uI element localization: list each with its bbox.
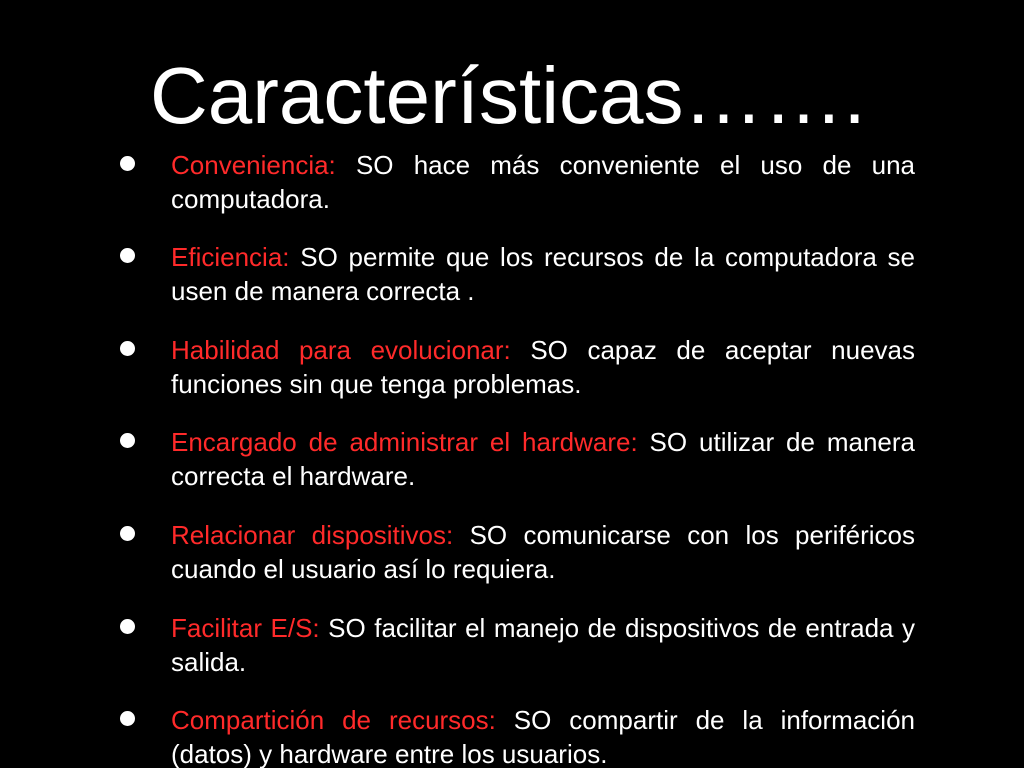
bullet-dot-icon xyxy=(120,433,135,448)
bullet-term: Facilitar E/S: xyxy=(171,613,320,643)
bullet-description: SO facilitar el manejo de dispositivos de entrada y salida. xyxy=(171,613,916,677)
bullet-description: SO comunicarse con los periféricos cuando el usuario así lo requiera. xyxy=(171,520,915,584)
bullet-text xyxy=(171,703,915,768)
bullet-dot-icon xyxy=(120,248,135,263)
bullet-term: Habilidad para evolucionar: xyxy=(171,335,511,365)
bullet-term: Compartición de recursos: xyxy=(171,705,496,735)
bullet-dot-icon xyxy=(120,341,135,356)
bullet-text xyxy=(171,240,915,308)
bullet-description: SO compartir de la información (datos) y hardware entre los usuarios. xyxy=(171,705,915,768)
bullet-term: Eficiencia: xyxy=(171,242,290,272)
slide-title: Características……. xyxy=(150,51,866,140)
bullet-term: Relacionar dispositivos: xyxy=(171,520,454,550)
bullet-text xyxy=(171,148,915,216)
bullet-description: SO hace más conveniente el uso de una computadora. xyxy=(171,150,915,214)
bullet-description: SO utilizar de manera correcta el hardware. xyxy=(171,427,915,491)
bullet-text xyxy=(171,518,915,586)
bullet-dot-icon xyxy=(120,526,135,541)
bullet-text xyxy=(171,425,915,493)
bullet-dot-icon xyxy=(120,711,135,726)
bullet-term: Conveniencia: xyxy=(171,150,336,180)
bullet-description: SO permite que los recursos de la computadora se usen de manera correcta . xyxy=(171,242,915,306)
bullet-dot-icon xyxy=(120,619,135,634)
bullet-term: Encargado de administrar el hardware: xyxy=(171,427,638,457)
bullet-description: SO capaz de aceptar nuevas funciones sin que tenga problemas. xyxy=(171,335,915,399)
bullet-dot-icon xyxy=(120,156,135,171)
bullet-text xyxy=(171,611,915,679)
bullet-text xyxy=(171,333,915,401)
